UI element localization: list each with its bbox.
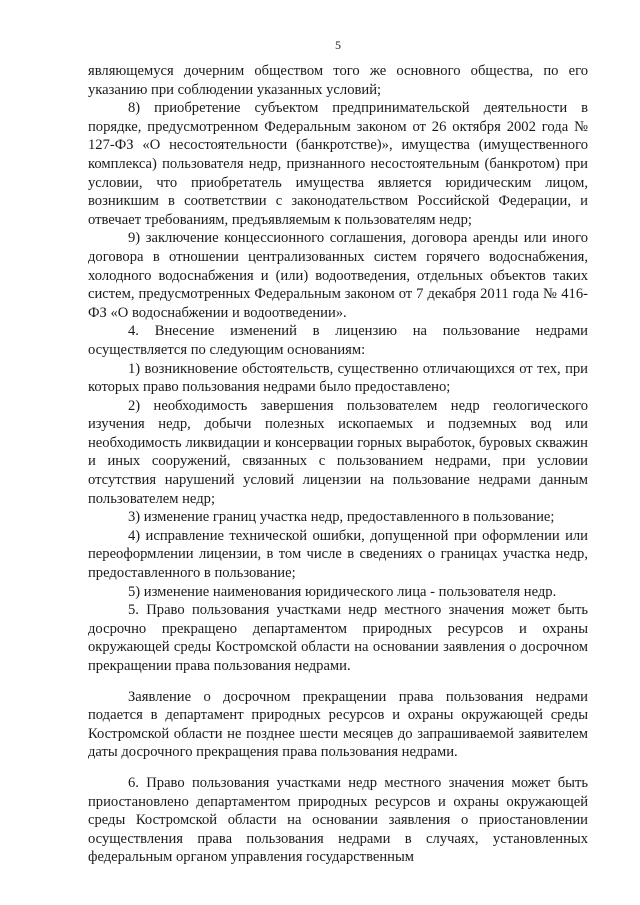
paragraph-application: Заявление о досрочном прекращении права пользования недрами подается в департамент природных ресурсов и охраны окружающей среды Костромской области не позднее шести месяцев до запрашиваемой заявителем даты досрочного прекращения права пользования недрами. [88,688,588,761]
paragraph-item-5: 5) изменение наименования юридического лица - пользователя недр. [128,583,557,600]
paragraph-continuation: являющемуся дочерним обществом того же основного общества, по его указанию при соблюдении указанных условий; [88,63,588,98]
paragraph-item-2: 2) необходимость завершения пользователем недр геологического изучения недр, добычи полезных ископаемых и подземных вод или необходимость ликвидации и консервации горных выработок, буровых скважин и иных сооружений, связанных с пользованием недрами, при условии отсутствия нарушений условий лицензии на пользование недрами данным пользователем недр; [88,397,588,507]
paragraph-item-9: 9) заключение концессионного соглашения, договора аренды или иного договора в отношении централизованных систем горячего водоснабжения, холодного водоснабжения и (или) водоотведения, отдельных объектов таких систем, предусмотренных Федеральным законом от 7 декабря 2011 года № 416-ФЗ «О водоснабжении и водоотведении». [88,230,588,321]
paragraph-item-1: 1) возникновение обстоятельств, существенно отличающихся от тех, при которых право пользования недрами было предоставлено; [88,360,588,396]
paragraph-item-4: 4) исправление технической ошибки, допущенной при оформлении или переоформлении лицензии, в том числе в сведениях о границах участка недр, предоставленного в пользование; [88,527,588,582]
page-number: 5 [335,38,341,52]
paragraph-section-4: 4. Внесение изменений в лицензию на пользование недрами осуществляется по следующим основаниям: [88,323,588,358]
paragraph-section-5: 5. Право пользования участками недр местного значения может быть досрочно прекращено департаментом природных ресурсов и охраны окружающей среды Костромской области на основании заявления о досрочном прекращении права пользования недрами. [88,602,588,674]
paragraph-section-6: 6. Право пользования участками недр местного значения может быть приостановлено департаментом природных ресурсов и охраны окружающей среды Костромской области на основании заявления о приостановлении осуществления права пользования недрами в случаях, установленных федеральным органом управления государственным [88,774,588,866]
paragraph-item-8: 8) приобретение субъектом предпринимательской деятельности в порядке, предусмотренном Федеральным законом от 26 октября 2002 года № 127-ФЗ «О несостоятельности (банкротстве)», имущества (имущественного комплекса) пользователя недр, признанного несостоятельным (банкротом) при условии, что приобретатель имущества является юридическим лицом, возникшим в соответствии с законодательством Российской Федерации, и отвечает требованиям, предъявляемым к пользователям недр; [88,100,588,228]
paragraph-item-3: 3) изменение границ участка недр, предоставленного в пользование; [128,509,555,526]
